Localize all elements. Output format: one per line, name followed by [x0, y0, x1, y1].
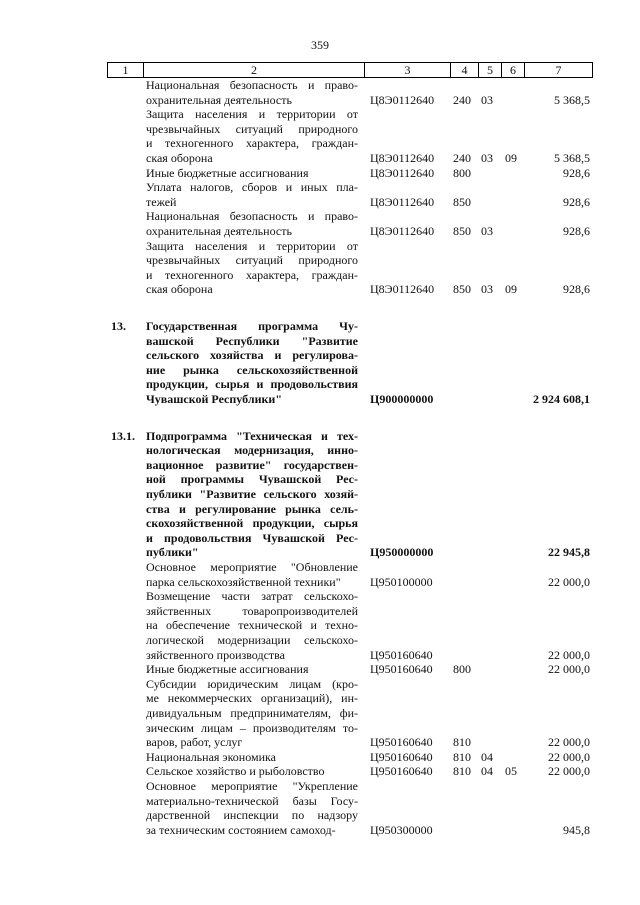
row-name [146, 779, 358, 837]
row-name-line: тежей [146, 194, 177, 209]
row-name [146, 764, 358, 779]
column-header-row [107, 62, 593, 78]
row-name-line: парка сельскохозяйственной техники" [146, 574, 341, 589]
row-code: Ц950160640 [370, 749, 433, 764]
row-name [146, 166, 358, 181]
row-name-line: ние рынка сельскохозяйственной [146, 362, 358, 377]
row-name [146, 239, 358, 297]
row-amount: 22 000,0 [548, 764, 590, 779]
row-name-line: зическим лицам – производителям то- [146, 720, 358, 735]
row-col-5: 04 [481, 764, 493, 779]
row-name-line: Национальная экономика [146, 749, 276, 764]
row-name-line: ства и регулирование рынка сель- [146, 501, 358, 516]
row-name-line: Иные бюджетные ассигнования [146, 165, 309, 180]
row-name-line: чрезвычайных ситуаций природного [146, 121, 358, 136]
row-name [146, 589, 358, 662]
row-name-line: публики" [146, 545, 199, 560]
table-row [0, 677, 640, 750]
row-col-4: 800 [453, 662, 471, 677]
header-col-3: 3 [365, 63, 451, 78]
row-code: Ц950100000 [370, 574, 433, 589]
row-name [146, 180, 358, 209]
row-amount: 22 945,8 [548, 545, 590, 560]
row-amount: 928,6 [563, 223, 590, 238]
row-name [146, 319, 358, 407]
row-name-line: и продовольствия Чувашской Рес- [146, 530, 358, 545]
row-code: Ц950160640 [370, 735, 433, 750]
row-name [146, 78, 358, 107]
row-name-line: Основное мероприятие "Укрепление [146, 779, 358, 793]
table-row [0, 180, 640, 209]
row-name-line: Защита населения и территории от [146, 238, 358, 253]
row-name-line: и техногенного характера, граждан- [146, 136, 358, 151]
row-col-5: 03 [481, 92, 493, 107]
row-col-6: 05 [505, 764, 517, 779]
row-col-4: 240 [453, 150, 471, 165]
row-name [146, 750, 358, 765]
header-col-4: 4 [451, 63, 479, 78]
row-number: 13. [111, 319, 126, 333]
row-name-line: и техногенного характера, граждан- [146, 267, 358, 282]
row-amount: 22 000,0 [548, 749, 590, 764]
row-name-line: охранительная деятельность [146, 223, 292, 238]
row-col-4: 850 [453, 194, 471, 209]
row-name-line: ская оборона [146, 282, 213, 297]
row-code: Ц8Э0112640 [370, 194, 435, 209]
table-row [0, 107, 640, 165]
row-name-line: охранительная деятельность [146, 92, 292, 107]
header-col-1: 1 [108, 63, 144, 78]
row-name [146, 209, 358, 238]
table-row [0, 560, 640, 589]
row-amount: 5 368,5 [554, 92, 590, 107]
row-col-5: 04 [481, 749, 493, 764]
row-code: Ц900000000 [370, 392, 434, 406]
row-code: Ц950160640 [370, 662, 433, 677]
header-col-2: 2 [144, 63, 365, 78]
row-name [146, 662, 358, 677]
table-row [0, 764, 640, 779]
row-amount: 22 000,0 [548, 574, 590, 589]
row-name-line: дарственной инспекции по надзору [146, 808, 358, 823]
row-code: Ц8Э0112640 [370, 282, 435, 297]
row-col-4: 800 [453, 165, 471, 180]
row-amount: 945,8 [563, 822, 590, 837]
row-amount: 928,6 [563, 165, 590, 180]
row-amount: 928,6 [563, 282, 590, 297]
row-name-line: зяйственного производства [146, 647, 285, 662]
row-code: Ц950160640 [370, 764, 433, 779]
row-name-line: Субсидии юридическим лицам (кро- [146, 676, 358, 691]
header-col-6: 6 [502, 63, 525, 78]
row-name-line: логической модернизации сельскохо- [146, 632, 358, 647]
row-name-line: Основное мероприятие "Обновление [146, 560, 358, 574]
row-name-line: чрезвычайных ситуаций природного [146, 253, 358, 268]
row-code: Ц8Э0112640 [370, 150, 435, 165]
row-name-line: ной программы Чувашской Рес- [146, 472, 358, 487]
row-name-line: дивидуальным предпринимателям, фи- [146, 705, 358, 720]
table-row [0, 166, 640, 181]
row-name-line: Чувашской Республики" [146, 391, 282, 406]
table-row [0, 429, 640, 560]
row-code: Ц8Э0112640 [370, 223, 435, 238]
row-name-line: варов, работ, услуг [146, 735, 243, 750]
header-col-5: 5 [479, 63, 502, 78]
row-col-5: 03 [481, 150, 493, 165]
row-amount: 22 000,0 [548, 735, 590, 750]
row-name-line: Государственная программа Чу- [146, 319, 358, 333]
row-col-4: 810 [453, 764, 471, 779]
row-name-line: вашской Республики "Развитие [146, 333, 358, 348]
row-name-line: сельского хозяйства и регулирова- [146, 348, 358, 363]
row-code: Ц8Э0112640 [370, 165, 435, 180]
header-col-7: 7 [525, 63, 593, 78]
table-row [0, 209, 640, 238]
row-col-4: 810 [453, 749, 471, 764]
row-name-line: Защита населения и территории от [146, 107, 358, 122]
table-row [0, 750, 640, 765]
row-col-4: 850 [453, 223, 471, 238]
row-name [146, 429, 358, 560]
row-name-line: Уплата налогов, сборов и иных пла- [146, 180, 358, 195]
row-name-line: материально-технической базы Госу- [146, 793, 358, 808]
row-name-line: публики "Развитие сельского хозяй- [146, 486, 358, 501]
row-name-line: Национальная безопасность и право- [146, 78, 358, 92]
row-col-4: 850 [453, 282, 471, 297]
row-amount: 2 924 608,1 [533, 392, 590, 406]
row-name [146, 677, 358, 750]
row-name-line: скохозяйственной продукции, сырья [146, 516, 358, 531]
row-col-6: 09 [505, 150, 517, 165]
row-col-5: 03 [481, 282, 493, 297]
row-amount: 5 368,5 [554, 150, 590, 165]
row-name-line: Иные бюджетные ассигнования [146, 662, 309, 677]
table-row [0, 589, 640, 662]
table-row [0, 239, 640, 297]
table-row [0, 78, 640, 107]
row-name-line: Возмещение части затрат сельскохо- [146, 589, 358, 604]
table-row [0, 319, 640, 407]
row-code: Ц950300000 [370, 822, 433, 837]
row-name-line: на обеспечение технической и техно- [146, 618, 358, 633]
table-row [0, 779, 640, 837]
row-name-line: Сельское хозяйство и рыболовство [146, 764, 325, 779]
row-amount: 22 000,0 [548, 662, 590, 677]
row-amount: 22 000,0 [548, 647, 590, 662]
row-name-line: Национальная безопасность и право- [146, 209, 358, 224]
row-col-5: 03 [481, 223, 493, 238]
row-amount: 928,6 [563, 194, 590, 209]
row-name-line: ская оборона [146, 150, 213, 165]
row-code: Ц950160640 [370, 647, 433, 662]
row-code: Ц950000000 [370, 545, 434, 560]
row-name-line: зяйственных товаропроизводителей [146, 603, 358, 618]
row-name-line: вационное развитие" государствен- [146, 457, 358, 472]
row-name [146, 107, 358, 165]
row-col-6: 09 [505, 282, 517, 297]
row-name-line: нологическая модернизация, инно- [146, 443, 358, 458]
row-name-line: ме некоммерческих организаций), ин- [146, 691, 358, 706]
row-code: Ц8Э0112640 [370, 92, 435, 107]
row-col-4: 240 [453, 92, 471, 107]
row-number: 13.1. [111, 428, 135, 443]
row-name-line: продукции, сырья и продовольствия [146, 377, 358, 392]
page-number: 359 [311, 38, 329, 52]
table-row [0, 662, 640, 677]
row-col-4: 810 [453, 735, 471, 750]
row-name-line: Подпрограмма "Техническая и тех- [146, 428, 358, 443]
row-name-line: за техническим состоянием самоход- [146, 822, 336, 837]
row-name [146, 560, 358, 589]
